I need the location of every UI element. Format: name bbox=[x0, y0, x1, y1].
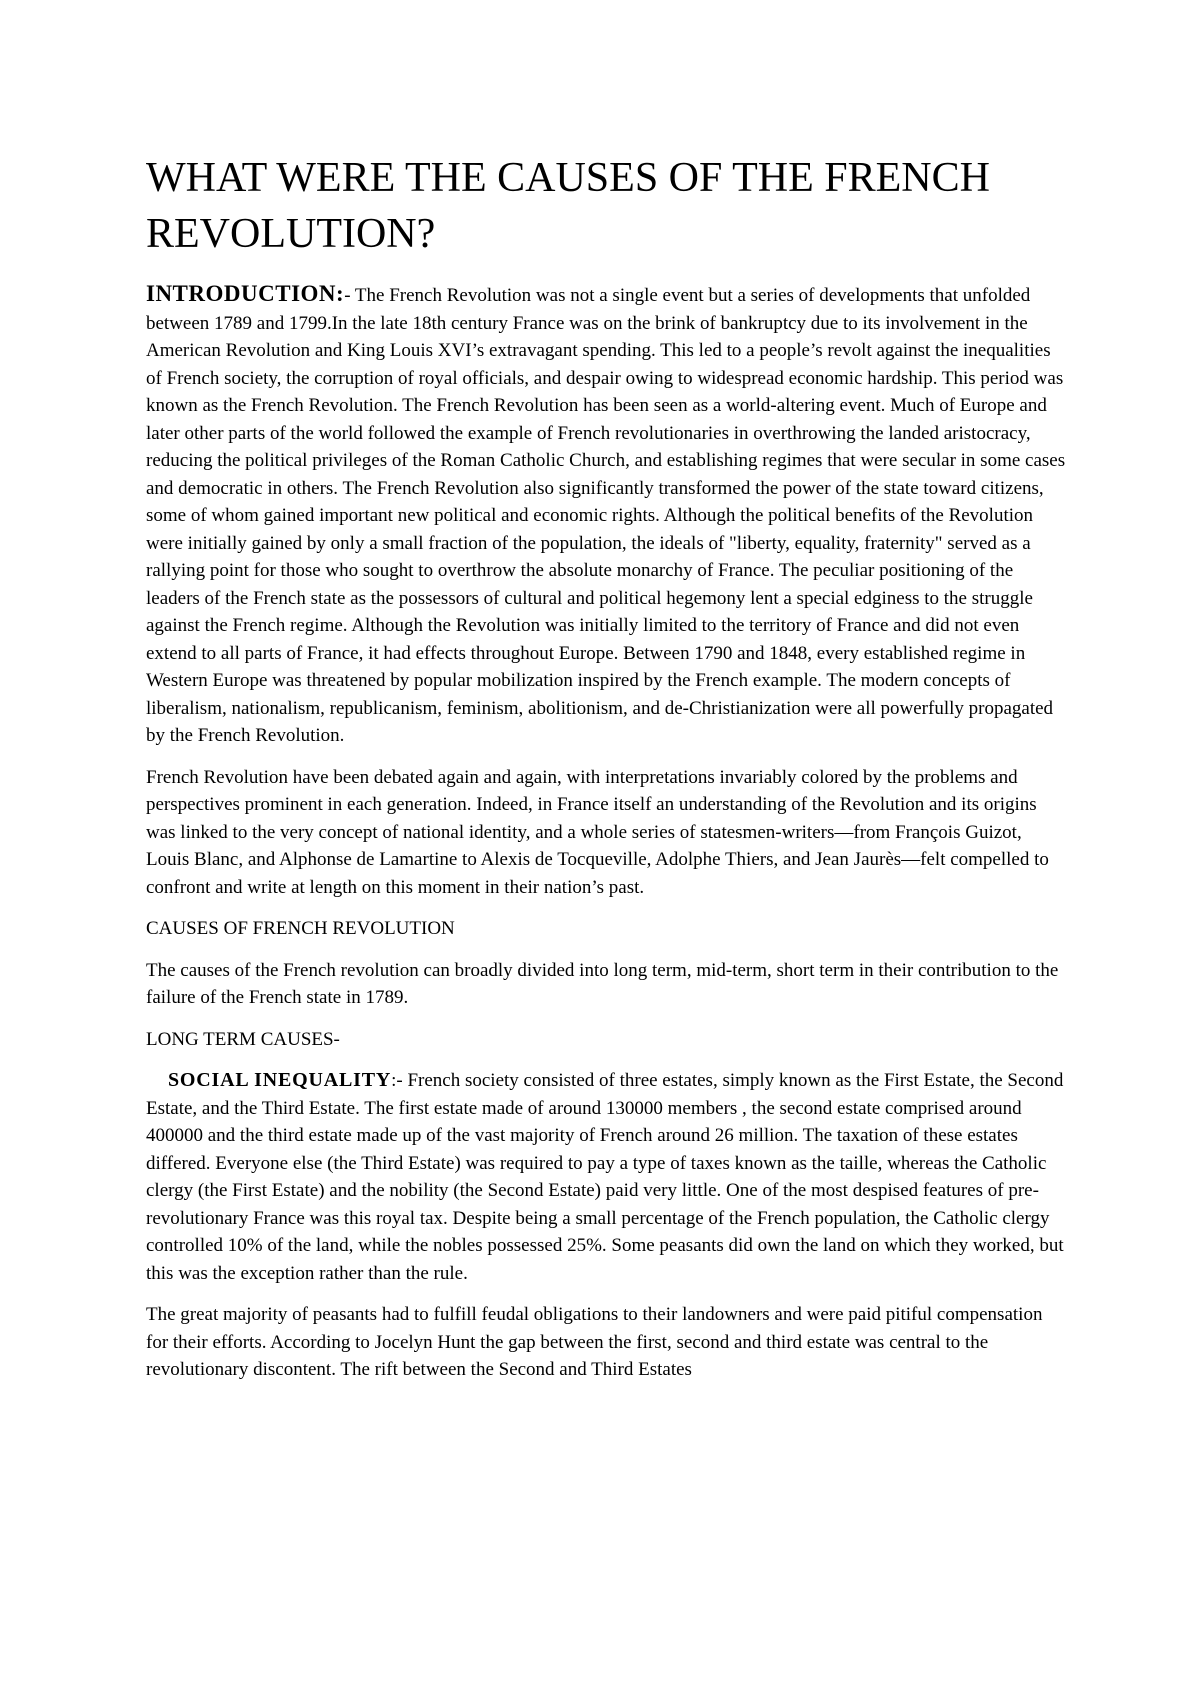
causes-paragraph: The causes of the French revolution can broadly divided into long term, mid-term, short term in their contribution to the failure of the French state in 1789. bbox=[146, 959, 1059, 1008]
document-body bbox=[146, 150, 1066, 1398]
social-inequality-paragraph bbox=[146, 1067, 1066, 1287]
causes-heading: CAUSES OF FRENCH REVOLUTION bbox=[146, 918, 455, 939]
social-inequality-label: SOCIAL INEQUALITY bbox=[168, 1069, 392, 1091]
introduction-paragraph bbox=[146, 280, 1066, 750]
long-term-causes-heading: LONG TERM CAUSES- bbox=[146, 1028, 340, 1050]
introduction-label: INTRODUCTION: bbox=[146, 281, 345, 306]
social-inequality-text: :- French society consisted of three estates, simply known as the First Estate, the Second Estate, and the Third Estate. The first estate made of around 130000 members , the second estate comprised around 400000 and the third estate made up of the vast majority of French around 26 million. The taxation of these estates differed. Everyone else (the Third Estate) was required to pay a type of taxes known as the taille, whereas the Catholic clergy (the First Estate) and the nobility (the Second Estate) paid very little. One of the most despised features of pre-revolutionary France was this royal tax. Despite being a small percentage of the French population, the Catholic clergy controlled 10% of the land, while the nobles possessed 25%. Some peasants did own the land on which they worked, but this was the exception rather than the rule. bbox=[146, 1070, 1064, 1284]
peasants-paragraph: The great majority of peasants had to fulfill feudal obligations to their landowners and were paid pitiful compensation for their efforts. According to Jocelyn Hunt the gap between the first, second and third estate was central to the revolutionary discontent. The rift between the Second and Third Estates bbox=[146, 1304, 1043, 1380]
historiography-paragraph: French Revolution have been debated again and again, with interpretations invariably colored by the problems and perspectives prominent in each generation. Indeed, in France itself an understanding of the Revolution and its origins was linked to the very concept of national identity, and a whole series of statesmen-writers—from François Guizot, Louis Blanc, and Alphonse de Lamartine to Alexis de Tocqueville, Adolphe Thiers, and Jean Jaurès—felt compelled to confront and write at length on this moment in their nation’s past. bbox=[146, 766, 1049, 898]
document-title: WHAT WERE THE CAUSES OF THE FRENCH REVOLUTION? bbox=[146, 155, 990, 257]
introduction-text: - The French Revolution was not a single event but a series of developments that unfolded between 1789 and 1799.In the late 18th century France was on the brink of bankruptcy due to its involvement in the American Revolution and King Louis XVI’s extravagant spending. This led to a people’s revolt against the inequalities of French society, the corruption of royal officials, and despair owing to widespread economic hardship. This period was known as the French Revolution. The French Revolution has been seen as a world-altering event. Much of Europe and later other parts of the world followed the example of French revolutionaries in overthrowing the landed aristocracy, reducing the political privileges of the Roman Catholic Church, and establishing regimes that were secular in some cases and democratic in others. The French Revolution also significantly transformed the power of the state toward citizens, some of whom gained important new political and economic rights. Although the political benefits of the Revolution were initially gained by only a small fraction of the population, the ideals of "liberty, equality, fraternity" served as a rallying point for those who sought to overthrow the absolute monarchy of France. The peculiar positioning of the leaders of the French state as the possessors of cultural and political hegemony lent a special edginess to the struggle against the French regime. Although the Revolution was initially limited to the territory of France and did not even extend to all parts of France, it had effects throughout Europe. Between 1790 and 1848, every established regime in Western Europe was threatened by popular mobilization inspired by the French example. The modern concepts of liberalism, nationalism, republicanism, feminism, abolitionism, and de-Christianization were all powerfully propagated by the French Revolution. bbox=[146, 285, 1066, 746]
